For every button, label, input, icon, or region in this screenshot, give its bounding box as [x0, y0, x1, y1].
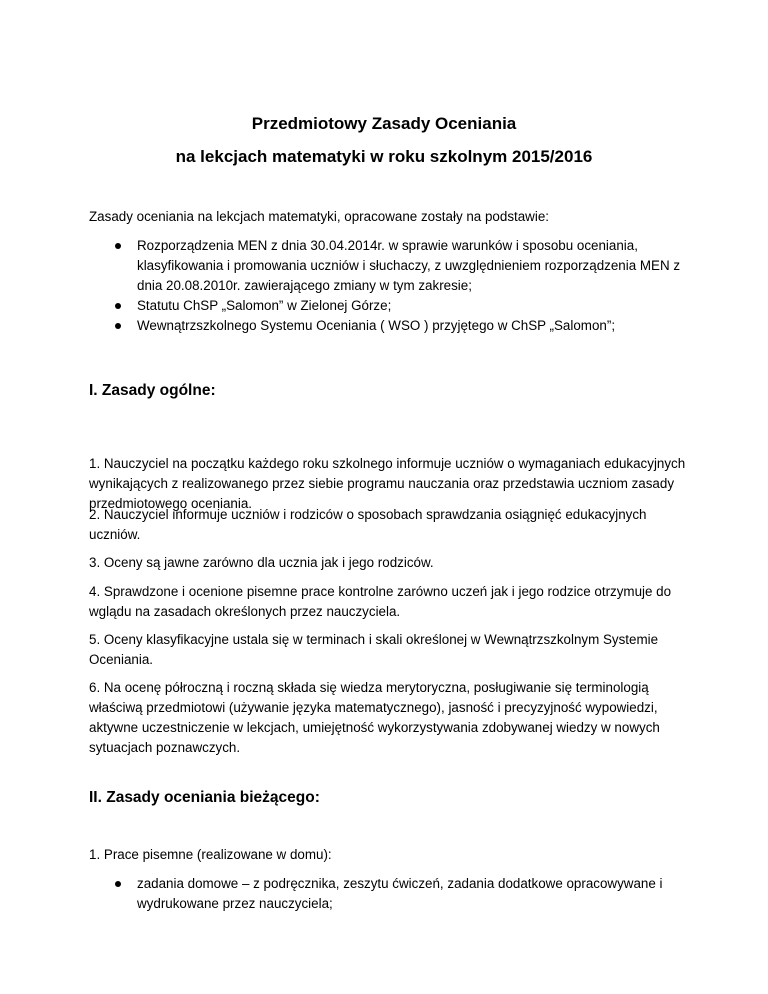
- bullet-icon: [115, 881, 121, 887]
- section-heading-general: I. Zasady ogólne:: [89, 382, 216, 399]
- paragraph: 2. Nauczyciel informuje uczniów i rodziców o sposobach sprawdzania osiągnięć edukacyjnych uczniów.: [89, 507, 647, 542]
- list-item-text: Rozporządzenia MEN z dnia 30.04.2014r. w sprawie warunków i sposobu oceniania, klasyfikowania i promowania uczniów i słuchaczy, z uwzględnieniem rozporządzenia MEN z dnia 20.08.2010r. zawierającego zmiany w tym zakresie;: [137, 238, 681, 293]
- list-item: [89, 316, 689, 336]
- section-heading-current-assessment: II. Zasady oceniania bieżącego:: [89, 789, 320, 806]
- bullet-icon: [115, 323, 121, 329]
- paragraph: 3. Oceny są jawne zarówno dla ucznia jak i jego rodziców.: [89, 555, 434, 570]
- list-item-text: Statutu ChSP „Salomon” w Zielonej Górze;: [137, 298, 392, 313]
- list-item: [89, 874, 689, 914]
- paragraph: 1. Prace pisemne (realizowane w domu):: [89, 847, 332, 862]
- paragraph: 5. Oceny klasyfikacyjne ustala się w terminach i skali określonej w Wewnątrzszkolnym Systemie Oceniania.: [89, 632, 659, 667]
- paragraph: 1. Nauczyciel na początku każdego roku szkolnego informuje uczniów o wymaganiach edukacyjnych wynikających z realizowanego przez siebie programu nauczania oraz przedstawia uczniom zasady przedmiotowego oceniania.: [89, 456, 686, 511]
- bullet-icon: [115, 243, 121, 249]
- written-work-list: [89, 874, 689, 914]
- paragraph: 6. Na ocenę półroczną i roczną składa się wiedza merytoryczna, posługiwanie się terminologią właściwą przedmiotowi (używanie języka matematycznego), jasność i precyzyjność wypowiedzi, aktywne uczestniczenie w lekcjach, umiejętność wykorzystywania zdobywanej wiedzy w nowych sytuacjach poznawczych.: [89, 680, 660, 755]
- list-item-text: Wewnątrzszkolnego Systemu Oceniania ( WSO ) przyjętego w ChSP „Salomon”;: [137, 318, 616, 333]
- document-subtitle: na lekcjach matematyki w roku szkolnym 2015/2016: [175, 147, 593, 166]
- bullet-icon: [115, 303, 121, 309]
- list-item-text: zadania domowe – z podręcznika, zeszytu ćwiczeń, zadania dodatkowe opracowywane i wydrukowane przez nauczyciela;: [137, 876, 663, 911]
- paragraph: 4. Sprawdzone i ocenione pisemne prace kontrolne zarówno uczeń jak i jego rodzice otrzymuje do wglądu na zasadach określonych przez nauczyciela.: [89, 584, 672, 619]
- basis-list: [89, 236, 689, 336]
- document-title: Przedmiotowy Zasady Oceniania: [251, 114, 517, 133]
- list-item: [89, 236, 689, 296]
- list-item: [89, 296, 689, 316]
- intro-paragraph: Zasady oceniania na lekcjach matematyki, opracowane zostały na podstawie:: [89, 209, 549, 224]
